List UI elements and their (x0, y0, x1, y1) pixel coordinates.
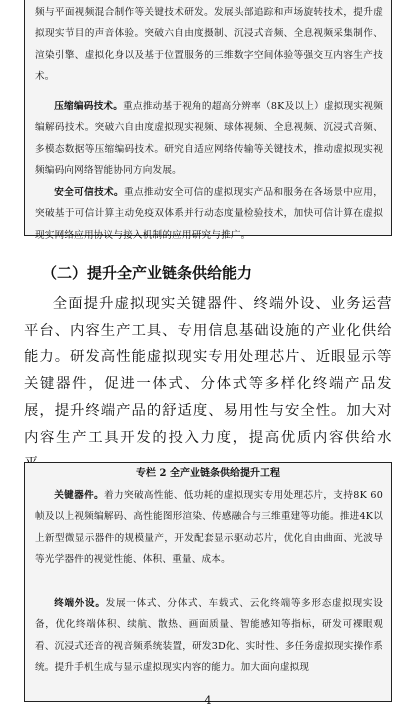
box1-paragraph-compression (35, 96, 383, 181)
special-column-box-2 (24, 462, 392, 702)
box2-paragraph-terminals (35, 593, 383, 678)
terminals-text: 发展一体式、分体式、车载式、云化终端等多形态虚拟现实设备，优化终端体积、续航、散热、画面质量、智能感知等指标，研发可裸眼观看、沉浸式还音的视音频系统装置，研发3D化、实时性、多任务虚拟现实操作系统。提升手机生成与显示虚拟现实内容的能力。加大面向虚拟现 (35, 598, 384, 673)
box2-paragraph-components (35, 485, 383, 570)
page-number: 4 (204, 694, 212, 707)
components-title: 关键器件。 (54, 490, 105, 501)
compression-title: 压缩编码技术。 (54, 101, 124, 112)
box1-paragraph-security (35, 182, 383, 246)
special-column-box-1 (24, 0, 392, 241)
box1-paragraph-1: 频与平面视频混合制作等关键技术研发。发展头部追踪和声场旋转技术，提升虚拟现实节目的声音体验。突破六自由度摄制、沉浸式音频、全息视频采集制作、渲染引擎、虚拟化身以及基于位置服务的三维数字空间体验等强交互内容生产技术。 (35, 7, 383, 82)
security-text: 重点推动安全可信的虚拟现实产品和服务在各场景中应用，突破基于可信计算主动免疫双体系并行动态度量检验技术，加快可信计算在虚拟现实网络应用协议与接入机制的应用研究与推广。 (35, 187, 384, 241)
box2-title: 专栏 2 全产业链条供给提升工程 (136, 468, 280, 479)
section-heading: （二）提升全产业链条供给能力 (42, 264, 253, 282)
security-title: 安全可信技术。 (54, 187, 124, 198)
compression-text: 重点推动基于视角的超高分辨率（8K及以上）虚拟现实视频编解码技术。突破六自由度虚拟现实视频、球体视频、全息视频、沉浸式音频、多模态数据等压缩编码技术。研究自适应网络传输等关键技术，推动虚拟现实视频编码向网络智能协同方向发展。 (35, 101, 383, 176)
terminals-title: 终端外设。 (54, 598, 106, 609)
components-text: 着力突破高性能、低功耗的虚拟现实专用处理芯片，支持8K 60帧及以上视频编解码、高性能图形渲染、传感融合与三维重建等功能。推进4K以上新型微显示器件的规模量产，开发配套显示驱动芯片，优化自由曲面、光波导等光学器件的视觉性能、体积、重量、成本。 (35, 490, 384, 565)
section-body-paragraph: 全面提升虚拟现实关键器件、终端外设、业务运营平台、内容生产工具、专用信息基础设施的产业化供给能力。研发高性能虚拟现实专用处理芯片、近眼显示等关键器件，促进一体式、分体式等多样化终端产品发展，提升终端产品的舒适度、易用性与安全性。加大对内容生产工具开发的投入力度，提高优质内容供给水 (24, 296, 392, 446)
